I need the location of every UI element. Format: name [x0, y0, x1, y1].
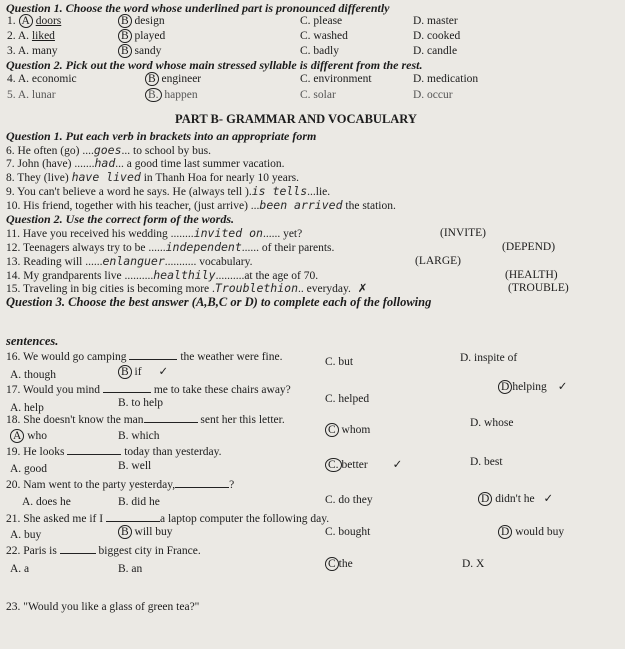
q11: 11. Have you received his wedding ........invited on...... yet? — [6, 226, 303, 240]
q13: 13. Reading will ......enlanguer........... vocabulary. — [6, 254, 253, 268]
q3-title: Question 3. Choose the best answer (A,B,C or D) to complete each of the following — [6, 295, 432, 309]
q1-row: 1. A doors — [7, 15, 62, 27]
q14: 14. My grandparents live ..........healthily..........at the age of 70. — [6, 268, 319, 282]
q15: 15. Traveling in big cities is becoming more .Troublethion.. everyday. ✗ — [6, 281, 368, 295]
part-b-heading: PART B- GRAMMAR AND VOCABULARY — [175, 112, 417, 126]
q23: 23. "Would you like a glass of green tea?" — [6, 601, 200, 613]
q7: 7. John (have) .......had... a good time last summer vacation. — [6, 156, 285, 170]
q6: 6. He often (go) ....goes... to school by bus. — [6, 143, 211, 157]
q1-title: Question 1. Put each verb in brackets into an appropriate form — [6, 129, 317, 143]
q9: 9. You can't believe a word he says. He (always tell ).is tells...lie. — [6, 184, 331, 198]
q12: 12. Teenagers always try to be ......independent...... of their parents. — [6, 240, 335, 254]
q2-title: Question 2. Use the correct form of the words. — [6, 212, 234, 226]
q10: 10. His friend, together with his teacher, (just arrive) ...been arrived the station. — [6, 198, 396, 212]
q8: 8. They (live) have lived in Thanh Hoa for nearly 10 years. — [6, 170, 300, 184]
sec2-title: Question 2. Pick out the word whose main stressed syllable is different from the rest. — [6, 58, 423, 72]
sec1-title: Question 1. Choose the word whose underlined part is pronounced differently — [6, 1, 390, 15]
